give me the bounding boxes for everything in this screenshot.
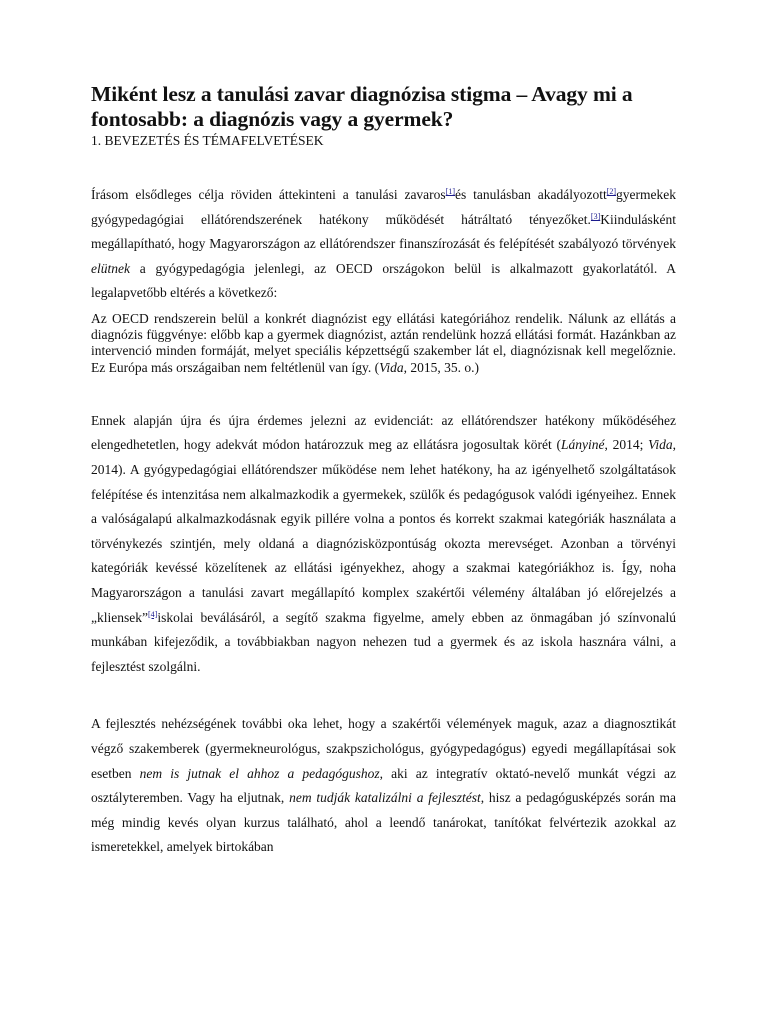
intro-paragraph	[91, 183, 676, 306]
quote-text-2: , 2015, 35. o.)	[403, 359, 480, 375]
quote-text-1: Az OECD rendszerein belül a konkrét diagnózist egy ellátási kategóriához rendelik. Nálunk az ellátás a diagnózis függvénye: előbb kap a gyermek diagnózist, aztán rendelünk hozzá ellátási formát. Hazánkban az intervenció minden formáját, melyet speciális képzettségű szakember lát el, diagnózisnak kell megelőznie. Ez Európa más országaiban nem feltétlenül van így. (	[91, 310, 676, 375]
intro-text-4: Kiindulásként megállapítható, hogy Magyarországon az ellátórendszer finanszírozását és felépítését szabályozó törvények	[91, 211, 676, 252]
quote-author: Vida	[379, 359, 404, 375]
footnote-link-3[interactable]: [3]	[590, 211, 601, 221]
para2-text-4: iskolai beválásáról, a segítő szakma figyelme, amely ebben az önmagában jó színvonalú munkában kifejeződik, a továbbiakban nagyon nehezen tud a gyermek és az iskola hasznára válni, a fejlesztést szolgálni.	[91, 609, 676, 674]
para2-author-2: Vida	[648, 437, 673, 453]
para2-text-2: , 2014;	[604, 437, 649, 453]
intro-text-5: a gyógypedagógia jelenlegi, az OECD országokon belül is alkalmazott gyakorlatától. A legalapvetőbb eltérés a következő:	[91, 260, 676, 301]
intro-text-2: és tanulásban akadályozott	[455, 187, 607, 202]
intro-emphasis: elütnek	[91, 260, 130, 276]
footnote-link-2[interactable]: [2]	[606, 187, 617, 196]
document-page	[91, 82, 676, 860]
para2-text-1: Ennek alapján újra és újra érdemes jelezni az evidenciát: az ellátórendszer hatékony működéséhez elengedhetetlen, hogy adekvát módon határozzuk meg az ellátásra jogosultak körét (	[91, 412, 676, 453]
para2-text-3: , 2014). A gyógypedagógiai ellátórendszer működése nem lehet hatékony, ha az igényelhető szolgáltatások felépítése és intenzitása nem alkalmazkodik a gyermekek, szülők és pedagógusok valódi igényeihez. Ennek a valóságalapú alkalmazkodásnak egyik pillére volna a pontos és korrekt szakmai kategóriák használata a törvénykezés szintjén, mely oldaná a diagnózisközpontúság okozta merevséget. Azonban a törvényi kategóriák kevéssé közelítenek az ellátási igényekhez, ahogy a szakmai kategóriákhoz is. Így, noha Magyarországon a tanulási zavart megállapító komplex szakértői vélemény általában jó előrejelzés a „kliensek”	[91, 437, 676, 625]
footnote-ref-1[interactable]	[446, 187, 455, 196]
para2-author-1: Lányiné	[560, 437, 605, 453]
para3-text-2: , aki az integratív oktató-nevelő munkát végzi az osztályteremben. Vagy ha eljutnak,	[91, 765, 676, 806]
paragraph-2	[91, 409, 676, 680]
footnote-ref-2[interactable]	[607, 187, 616, 196]
footnote-ref-4[interactable]	[148, 610, 157, 619]
footnote-link-1[interactable]: [1]	[445, 187, 456, 196]
footnote-ref-3[interactable]	[591, 212, 600, 221]
para3-text-3: , hisz a pedagógusképzés során ma még mindig kevés olyan kurzus található, ahol a leendő tanárokat, tanítókat felvértezik azokkal az ismeretekkel, amelyek birtokában	[91, 790, 676, 855]
para3-emphasis-2: nem tudják katalizálni a fejlesztést	[289, 790, 481, 806]
section-heading: 1. BEVEZETÉS ÉS TÉMAFELVETÉSEK	[91, 133, 324, 148]
para3-emphasis-1: nem is jutnak el ahhoz a pedagógushoz	[139, 765, 380, 781]
paragraph-3	[91, 712, 676, 860]
document-title: Miként lesz a tanulási zavar diagnózisa stigma – Avagy mi a fontosabb: a diagnózis vagy a gyermek?	[91, 82, 633, 131]
block-quote	[91, 311, 676, 376]
intro-text-3: gyermekek gyógypedagógiai ellátórendszerének hatékony működését hátráltató tényezőket.	[91, 187, 677, 227]
para3-text-1: A fejlesztés nehézségének további oka lehet, hogy a szakértői vélemények maguk, azaz a diagnosztikát végző szakemberek (gyermekneurológus, szakpszichológus, gyógypedagógus) egyedi megállapításai sok esetben	[91, 716, 676, 781]
footnote-link-4[interactable]: [4]	[147, 609, 158, 619]
intro-text-1: Írásom elsődleges célja röviden áttekinteni a tanulási zavaros	[91, 187, 446, 202]
